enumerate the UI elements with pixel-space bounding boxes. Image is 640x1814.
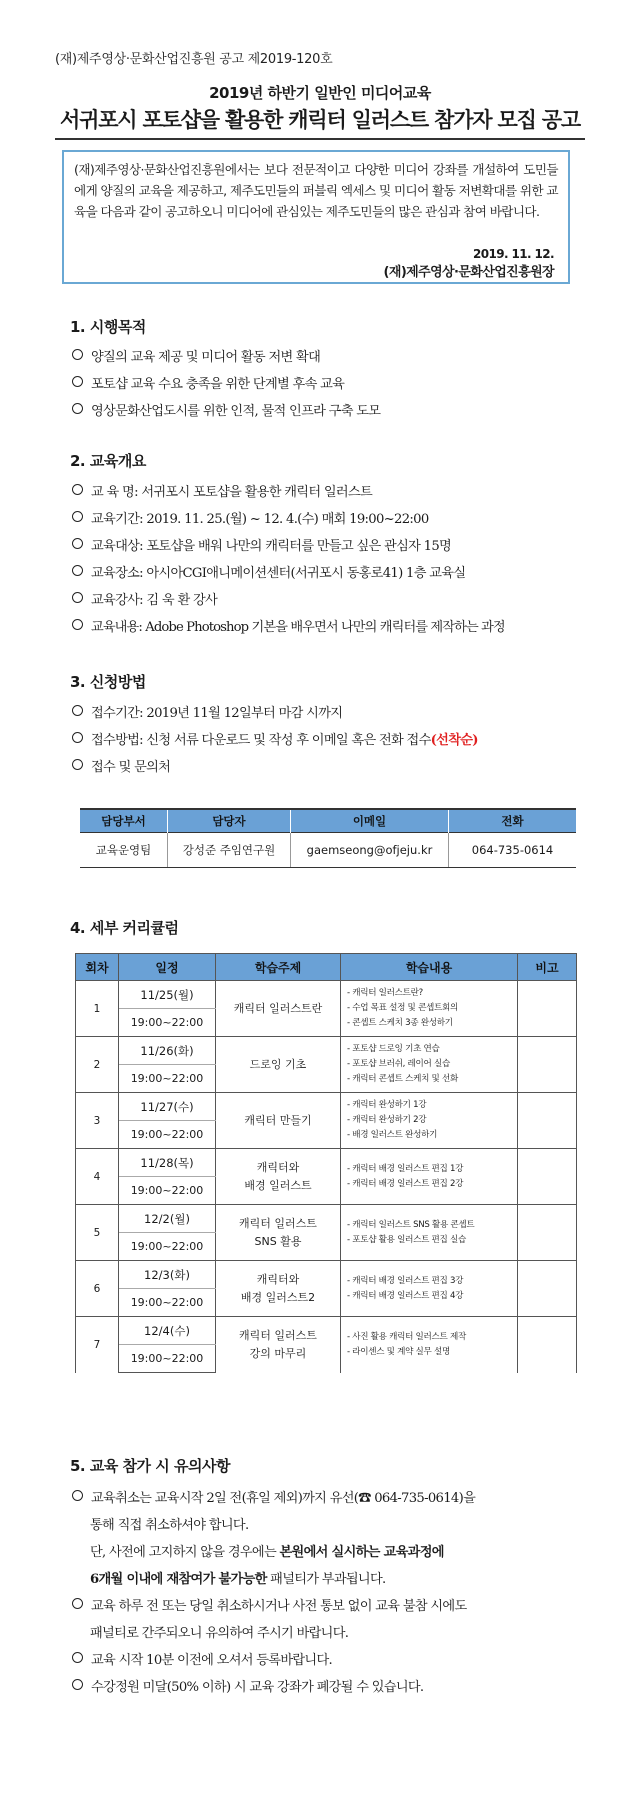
circle-bullet-icon: [72, 1679, 83, 1690]
contact-phone: 064-735-0614: [449, 833, 577, 868]
table-row: [76, 1261, 577, 1289]
contact-dept: 교육운영팀: [80, 833, 168, 868]
contact-header-dept: 담당부서: [80, 809, 168, 833]
table-row: [76, 1037, 577, 1065]
circle-bullet-icon: [72, 403, 83, 414]
list-item: 교육내용: Adobe Photoshop 기본을 배우면서 나만의 캐릭터를 제작하는 과정: [72, 616, 505, 635]
session-content: - 캐릭터 일러스트란? - 수업 목표 설정 및 콘셉트회의 - 콘셉트 스케치 3종 완성하기: [341, 981, 518, 1037]
session-time: 19:00~22:00: [119, 1345, 216, 1373]
session-number: 6: [76, 1261, 119, 1317]
session-time: 19:00~22:00: [119, 1009, 216, 1037]
notice-subtitle: 2019년 하반기 일반인 미디어교육: [209, 84, 431, 102]
session-content: - 캐릭터 완성하기 1강 - 캐릭터 완성하기 2강 - 배경 일러스트 완성하기: [341, 1093, 518, 1149]
circle-bullet-icon: [72, 705, 83, 716]
session-time: 19:00~22:00: [119, 1065, 216, 1093]
session-number: 7: [76, 1317, 119, 1373]
table-row: [80, 833, 576, 868]
session-topic: 캐릭터와 배경 일러스트2: [216, 1261, 341, 1317]
circle-bullet-icon: [72, 1652, 83, 1663]
session-time: 19:00~22:00: [119, 1233, 216, 1261]
list-item: 양질의 교육 제공 및 미디어 활동 저변 확대: [72, 346, 320, 365]
circle-bullet-icon: [72, 484, 83, 495]
contact-header-phone: 전화: [449, 809, 577, 833]
circle-bullet-icon: [72, 1598, 83, 1609]
list-item: 교육기간: 2019. 11. 25.(월) ~ 12. 4.(수) 매회 19:00~22:00: [72, 508, 429, 527]
session-time: 19:00~22:00: [119, 1121, 216, 1149]
session-date: 11/28(목): [119, 1149, 216, 1177]
intro-org: (재)제주영상·문화산업진흥원장: [383, 265, 554, 280]
table-row: [76, 1093, 577, 1121]
list-item-continuation: 6개월 이내에 재참여가 불가능한 패널티가 부과됩니다.: [90, 1572, 386, 1587]
intro-date: 2019. 11. 12.: [472, 247, 554, 261]
section-5-title: 5. 교육 참가 시 유의사항: [70, 1457, 230, 1475]
contact-header-email: 이메일: [291, 809, 449, 833]
session-number: 1: [76, 981, 119, 1037]
session-time: 19:00~22:00: [119, 1289, 216, 1317]
session-note: [518, 1037, 577, 1093]
curriculum-header-note: 비고: [518, 954, 577, 981]
session-topic: 캐릭터 만들기: [216, 1093, 341, 1149]
session-date: 11/27(수): [119, 1093, 216, 1121]
session-date: 11/26(화): [119, 1037, 216, 1065]
list-item-continuation: 패널티로 간주되오니 유의하여 주시기 바랍니다.: [90, 1626, 349, 1641]
session-note: [518, 1149, 577, 1205]
session-content: - 포토샵 드로잉 기초 연습 - 포토샵 브러쉬, 레이어 실습 - 캐릭터 콘셉트 스케치 및 선화: [341, 1037, 518, 1093]
session-topic: 캐릭터와 배경 일러스트: [216, 1149, 341, 1205]
session-note: [518, 1205, 577, 1261]
session-date: 11/25(월): [119, 981, 216, 1009]
list-item: 교육 하루 전 또는 당일 취소하시거나 사전 통보 없이 교육 불참 시에도: [72, 1595, 467, 1614]
curriculum-header-topic: 학습주제: [216, 954, 341, 981]
session-number: 4: [76, 1149, 119, 1205]
session-note: [518, 981, 577, 1037]
intro-text: (재)제주영상·문화산업진흥원에서는 보다 전문적이고 다양한 미디어 강좌를 개설하여 도민들에게 양질의 교육을 제공하고, 제주도민들의 퍼블릭 엑세스 및 미디어 활동 저변확대를 위한 교육을 다음과 같이 공고하오니 미디어에 관심있는 제주도민들의 많은 관심과 참여 바랍니다.: [74, 162, 558, 219]
circle-bullet-icon: [72, 376, 83, 387]
contact-email: gaemseong@ofjeju.kr: [291, 833, 449, 868]
section-1-title: 1. 시행목적: [70, 318, 146, 336]
curriculum-header-schedule: 일정: [119, 954, 216, 981]
list-item: 영상문화산업도시를 위한 인적, 물적 인프라 구축 도모: [72, 400, 380, 419]
circle-bullet-icon: [72, 759, 83, 770]
list-item: 포토샵 교육 수요 충족을 위한 단계별 후속 교육: [72, 373, 344, 392]
section-4-title: 4. 세부 커리큘럼: [70, 919, 179, 937]
session-content: - 캐릭터 배경 일러스트 편집 1강 - 캐릭터 배경 일러스트 편집 2강: [341, 1149, 518, 1205]
session-content: - 캐릭터 일러스트 SNS 활용 콘셉트 - 포토샵 활용 일러스트 편집 실습: [341, 1205, 518, 1261]
list-item: 교육 시작 10분 이전에 오셔서 등록바랍니다.: [72, 1649, 332, 1668]
list-item: 교육취소는 교육시작 2일 전(휴일 제외)까지 유선(☎ 064-735-0614)을: [72, 1487, 475, 1506]
list-item: 접수방법: 신청 서류 다운로드 및 작성 후 이메일 혹은 전화 접수(선착순): [72, 729, 478, 748]
session-date: 12/2(월): [119, 1205, 216, 1233]
section-3-title: 3. 신청방법: [70, 673, 146, 691]
list-item: 접수기간: 2019년 11월 12일부터 마감 시까지: [72, 702, 342, 721]
session-topic: 캐릭터 일러스트 강의 마무리: [216, 1317, 341, 1373]
list-item: 교육장소: 아시아CGI애니메이션센터(서귀포시 동홍로41) 1층 교육실: [72, 562, 465, 581]
title-divider: [55, 138, 585, 140]
curriculum-header-session: 회차: [76, 954, 119, 981]
first-come-label: (선착순): [430, 733, 478, 748]
list-item: 교육강사: 김 욱 환 강사: [72, 589, 217, 608]
circle-bullet-icon: [72, 619, 83, 630]
session-topic: 드로잉 기초: [216, 1037, 341, 1093]
session-content: - 캐릭터 배경 일러스트 편집 3강 - 캐릭터 배경 일러스트 편집 4강: [341, 1261, 518, 1317]
session-time: 19:00~22:00: [119, 1177, 216, 1205]
table-row: [76, 1317, 577, 1345]
session-content: - 사진 활용 캐릭터 일러스트 제작 - 라이센스 및 계약 실무 설명: [341, 1317, 518, 1373]
notice-number: (재)제주영상·문화산업진흥원 공고 제2019-120호: [55, 52, 333, 67]
session-number: 2: [76, 1037, 119, 1093]
curriculum-table: [75, 953, 577, 1373]
list-item: 접수 및 문의처: [72, 756, 170, 775]
session-topic: 캐릭터 일러스트 SNS 활용: [216, 1205, 341, 1261]
table-row: [76, 1205, 577, 1233]
list-item: 수강정원 미달(50% 이하) 시 교육 강좌가 폐강될 수 있습니다.: [72, 1676, 423, 1695]
circle-bullet-icon: [72, 1490, 83, 1501]
curriculum-header-content: 학습내용: [341, 954, 518, 981]
intro-box: [62, 150, 570, 284]
list-item: 교육대상: 포토샵을 배워 나만의 캐릭터를 만들고 싶은 관심자 15명: [72, 535, 451, 554]
section-2-title: 2. 교육개요: [70, 452, 146, 470]
session-note: [518, 1093, 577, 1149]
circle-bullet-icon: [72, 592, 83, 603]
contact-table: [80, 808, 576, 868]
list-item-continuation: 단, 사전에 고지하지 않을 경우에는 본원에서 실시하는 교육과정에: [90, 1545, 444, 1560]
session-date: 12/4(수): [119, 1317, 216, 1345]
circle-bullet-icon: [72, 538, 83, 549]
list-item: 교 육 명: 서귀포시 포토샵을 활용한 캐릭터 일러스트: [72, 481, 372, 500]
table-row: [76, 981, 577, 1009]
circle-bullet-icon: [72, 511, 83, 522]
circle-bullet-icon: [72, 565, 83, 576]
session-number: 3: [76, 1093, 119, 1149]
notice-title: 서귀포시 포토샵을 활용한 캐릭터 일러스트 참가자 모집 공고: [60, 108, 580, 132]
contact-header-person: 담당자: [168, 809, 291, 833]
circle-bullet-icon: [72, 732, 83, 743]
contact-person: 강성준 주임연구원: [168, 833, 291, 868]
table-row: [76, 1149, 577, 1177]
session-date: 12/3(화): [119, 1261, 216, 1289]
session-topic: 캐릭터 일러스트란: [216, 981, 341, 1037]
session-note: [518, 1261, 577, 1317]
session-note: [518, 1317, 577, 1373]
list-item-continuation: 통해 직접 취소하셔야 합니다.: [90, 1518, 249, 1533]
circle-bullet-icon: [72, 349, 83, 360]
session-number: 5: [76, 1205, 119, 1261]
